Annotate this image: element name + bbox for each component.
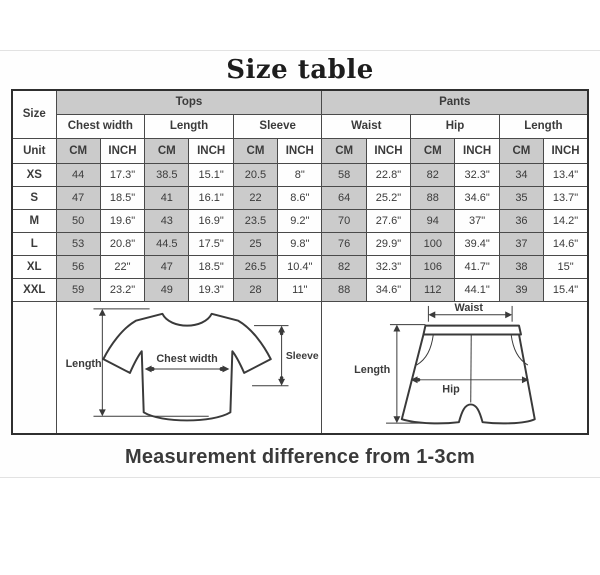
value-cell: 26.5: [233, 255, 277, 278]
size-label: XL: [12, 255, 56, 278]
value-cell: 19.3": [189, 278, 233, 301]
diagram-row: [12, 301, 588, 434]
value-cell: 32.3": [455, 163, 499, 186]
tshirt-chest-arrow: [144, 365, 229, 372]
size-label: M: [12, 209, 56, 232]
value-cell: 22.8": [366, 163, 410, 186]
value-cell: 10.4": [278, 255, 322, 278]
value-cell: 112: [411, 278, 455, 301]
value-cell: 35: [499, 186, 543, 209]
tshirt-chest-label: Chest width: [155, 352, 218, 365]
value-cell: 15.4": [544, 278, 588, 301]
unit-cell: INCH: [455, 138, 499, 163]
value-cell: 23.2": [100, 278, 144, 301]
value-cell: 13.4": [544, 163, 588, 186]
value-cell: 37": [455, 209, 499, 232]
value-cell: 22: [233, 186, 277, 209]
subheader-waist: Waist: [322, 114, 411, 138]
value-cell: 9.8": [278, 232, 322, 255]
unit-cell: INCH: [100, 138, 144, 163]
value-cell: 32.3": [366, 255, 410, 278]
value-cell: 25: [233, 232, 277, 255]
unit-cell: CM: [322, 138, 366, 163]
value-cell: 100: [411, 232, 455, 255]
value-cell: 76: [322, 232, 366, 255]
value-cell: 56: [56, 255, 100, 278]
value-cell: 64: [322, 186, 366, 209]
unit-cell: INCH: [278, 138, 322, 163]
unit-cell: CM: [233, 138, 277, 163]
size-label: S: [12, 186, 56, 209]
value-cell: 47: [145, 255, 189, 278]
group-header-tops: Tops: [56, 90, 322, 114]
shorts-length-label: Length: [354, 363, 391, 376]
tshirt-outline: [103, 314, 270, 421]
value-cell: 50: [56, 209, 100, 232]
value-cell: 17.5": [189, 232, 233, 255]
corner-size-header: Size: [12, 90, 56, 138]
subheader-sleeve: Sleeve: [233, 114, 322, 138]
value-cell: 15.1": [189, 163, 233, 186]
value-cell: 15": [544, 255, 588, 278]
unit-cell: INCH: [366, 138, 410, 163]
value-cell: 53: [56, 232, 100, 255]
subheader-chest-width: Chest width: [56, 114, 145, 138]
subheader-pants-length: Length: [499, 114, 588, 138]
unit-label: Unit: [12, 138, 56, 163]
value-cell: 14.2": [544, 209, 588, 232]
value-cell: 27.6": [366, 209, 410, 232]
value-cell: 47: [56, 186, 100, 209]
group-header-pants: Pants: [322, 90, 588, 114]
value-cell: 59: [56, 278, 100, 301]
value-cell: 23.5: [233, 209, 277, 232]
value-cell: 36: [499, 209, 543, 232]
measurement-note: Measurement difference from 1-3cm: [124, 446, 476, 468]
value-cell: 34.6": [366, 278, 410, 301]
value-cell: 49: [145, 278, 189, 301]
subheader-hip: Hip: [411, 114, 500, 138]
diagram-row-left-cell: [12, 301, 56, 434]
table-row-xxl: [12, 278, 588, 301]
value-cell: 29.9": [366, 232, 410, 255]
value-cell: 34: [499, 163, 543, 186]
shorts-hip-arrow: [411, 376, 529, 383]
value-cell: 16.9": [189, 209, 233, 232]
value-cell: 82: [322, 255, 366, 278]
value-cell: 17.3": [100, 163, 144, 186]
value-cell: 70: [322, 209, 366, 232]
value-cell: 18.5": [189, 255, 233, 278]
size-label: XS: [12, 163, 56, 186]
unit-cell: CM: [411, 138, 455, 163]
tshirt-diagram: [57, 302, 322, 433]
value-cell: 25.2": [366, 186, 410, 209]
value-cell: 88: [322, 278, 366, 301]
table-row-s: [12, 186, 588, 209]
value-cell: 41.7": [455, 255, 499, 278]
size-label: L: [12, 232, 56, 255]
shorts-length-arrow: [386, 324, 425, 422]
group-header-row: [12, 90, 588, 114]
unit-row: [12, 138, 588, 163]
value-cell: 19.6": [100, 209, 144, 232]
unit-cell: CM: [499, 138, 543, 163]
value-cell: 38: [499, 255, 543, 278]
unit-cell: INCH: [189, 138, 233, 163]
tshirt-sleeve-arrow: [252, 325, 288, 385]
shorts-hip-label: Hip: [442, 383, 461, 396]
value-cell: 16.1": [189, 186, 233, 209]
shorts-waist-label: Waist: [454, 301, 484, 314]
value-cell: 88: [411, 186, 455, 209]
table-row-xl: [12, 255, 588, 278]
value-cell: 58: [322, 163, 366, 186]
value-cell: 44.5: [145, 232, 189, 255]
value-cell: 9.2": [278, 209, 322, 232]
value-cell: 39: [499, 278, 543, 301]
size-label: XXL: [12, 278, 56, 301]
value-cell: 13.7": [544, 186, 588, 209]
value-cell: 41: [145, 186, 189, 209]
value-cell: 43: [145, 209, 189, 232]
value-cell: 34.6": [455, 186, 499, 209]
tshirt-length-label: Length: [65, 357, 102, 370]
value-cell: 18.5": [100, 186, 144, 209]
page-title: Size table: [226, 55, 374, 85]
value-cell: 20.8": [100, 232, 144, 255]
value-cell: 28: [233, 278, 277, 301]
table-row-l: [12, 232, 588, 255]
value-cell: 38.5: [145, 163, 189, 186]
value-cell: 44.1": [455, 278, 499, 301]
table-row-m: [12, 209, 588, 232]
value-cell: 94: [411, 209, 455, 232]
value-cell: 82: [411, 163, 455, 186]
value-cell: 106: [411, 255, 455, 278]
value-cell: 20.5: [233, 163, 277, 186]
unit-cell: CM: [56, 138, 100, 163]
unit-cell: CM: [145, 138, 189, 163]
subgroup-header-row: [12, 114, 588, 138]
tshirt-sleeve-label: Sleeve: [285, 350, 319, 362]
value-cell: 37: [499, 232, 543, 255]
value-cell: 8": [278, 163, 322, 186]
value-cell: 39.4": [455, 232, 499, 255]
shorts-diagram: [322, 302, 585, 433]
unit-cell: INCH: [544, 138, 588, 163]
shorts-diagram-cell: [322, 301, 588, 434]
value-cell: 8.6": [278, 186, 322, 209]
value-cell: 22": [100, 255, 144, 278]
subheader-tops-length: Length: [145, 114, 234, 138]
content-panel: [0, 50, 600, 478]
shorts-waistband: [424, 325, 522, 334]
value-cell: 11": [278, 278, 322, 301]
size-table: [11, 89, 589, 435]
value-cell: 14.6": [544, 232, 588, 255]
tshirt-diagram-cell: [56, 301, 322, 434]
table-row-xs: [12, 163, 588, 186]
value-cell: 44: [56, 163, 100, 186]
